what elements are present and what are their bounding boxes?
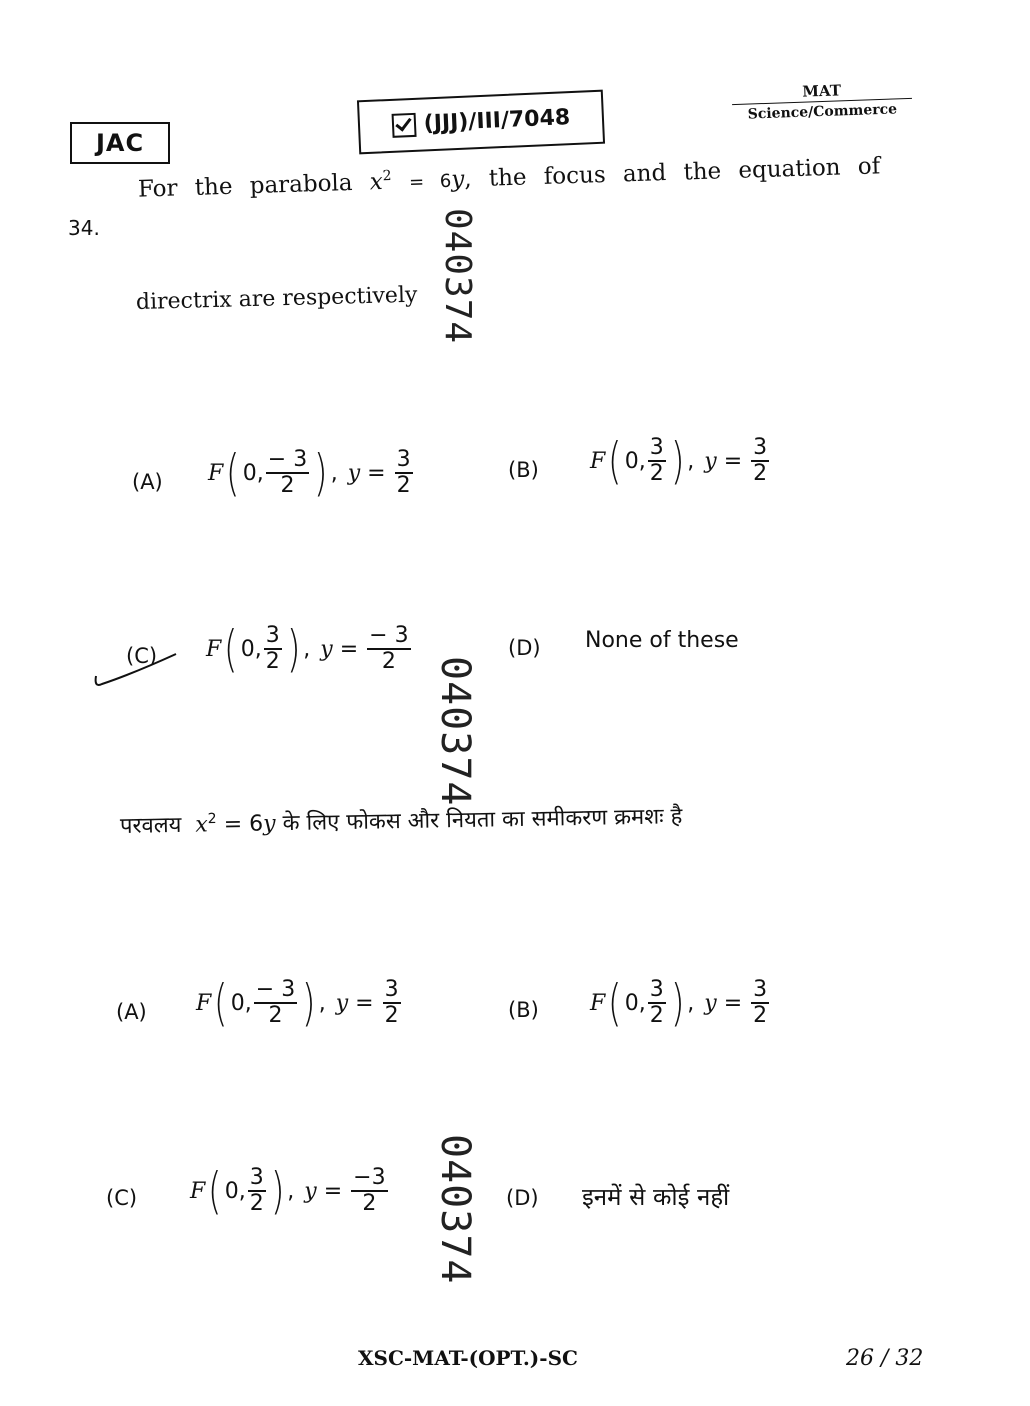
fraction [395, 449, 413, 497]
focus-symbol: F [206, 636, 222, 662]
paren-open: ( [208, 1162, 222, 1220]
fraction-num: − 3 [369, 623, 409, 648]
directrix-var: y [704, 448, 717, 474]
equation-exponent: 2 [382, 168, 392, 185]
serial-stamp-2: 040374 [432, 656, 478, 807]
question-suffix: , the focus and the equation of [463, 153, 881, 193]
fraction-num: −3 [353, 1165, 386, 1190]
equation-eq: = 6 [223, 811, 264, 838]
focus-symbol: F [208, 460, 224, 486]
directrix-var: y [304, 1178, 317, 1204]
fraction-den: 2 [265, 649, 280, 674]
fraction [351, 1167, 387, 1215]
paren-close: ) [314, 444, 328, 502]
paren-open: ( [226, 444, 240, 502]
option-d-label: (D) [508, 636, 541, 660]
fraction [751, 437, 769, 485]
paren-open: ( [214, 974, 228, 1032]
paren-close: ) [670, 974, 685, 1032]
option-a-expression: F ( 0, $\frac{- 3}{2}$ ) , y = $\frac{3}{2}$ [208, 444, 411, 502]
hindi-suffix: के लिए फोकस और नियता का समीकरण क्रमशः है [282, 804, 683, 837]
fraction-den: 2 [396, 473, 411, 498]
option-c-label-hi: (C) [106, 1186, 138, 1210]
fraction-num: 3 [753, 977, 768, 1002]
fraction-num: 3 [396, 447, 411, 472]
paren-close: ) [286, 620, 301, 678]
fraction [266, 449, 309, 497]
directrix-var: y [347, 460, 361, 486]
question-prefix: For the parabola [137, 169, 353, 203]
equation-x: x [195, 812, 209, 838]
fraction-den: 2 [280, 473, 295, 498]
fraction [648, 979, 666, 1027]
fraction-num: 3 [249, 1165, 264, 1190]
paren-close: ) [670, 432, 685, 490]
equation-exponent: 2 [207, 810, 217, 828]
option-c-expression: F ( 0, $\frac{3}{2}$ ) , y = $\frac{- 3}{2}$ [206, 620, 409, 678]
fraction [248, 1167, 266, 1215]
fraction-den: 2 [649, 461, 664, 486]
option-a-label-hi: (A) [116, 1000, 147, 1024]
fraction-num: 3 [649, 977, 664, 1002]
hindi-prefix: परवलय [119, 812, 182, 839]
equation-y: y [450, 166, 465, 193]
footer-code: XSC-MAT-(OPT.)-SC [358, 1346, 578, 1370]
fraction-den: 2 [381, 649, 396, 674]
fraction-num: − 3 [267, 447, 308, 472]
option-c-label: (C) [126, 644, 158, 668]
fraction-den: 2 [753, 1003, 768, 1028]
fraction-den: 2 [753, 461, 768, 486]
option-b-label-hi: (B) [508, 998, 539, 1022]
fraction [264, 625, 282, 673]
option-b-label: (B) [508, 458, 539, 482]
fraction [367, 625, 410, 673]
option-d-text: None of these [585, 628, 739, 653]
option-c-expression-hi: F ( 0, $\frac{3}{2}$ ) , y = $\frac{-3}{2}$ [190, 1162, 386, 1220]
paren-open: ( [608, 432, 622, 490]
fraction-num: 3 [753, 435, 768, 460]
subject-title: MAT [802, 81, 842, 101]
page-number: 26 / 32 [846, 1346, 924, 1371]
paren-close: ) [302, 974, 316, 1032]
paren-close: ) [270, 1162, 285, 1220]
option-a-label: (A) [132, 470, 163, 494]
option-b-expression: F ( 0, $\frac{3}{2}$ ) , y = $\frac{3}{2}$ [590, 432, 768, 490]
paren-open: ( [224, 620, 238, 678]
fraction-den: 2 [384, 1003, 399, 1028]
subject-block [731, 79, 912, 123]
question-hindi [120, 800, 683, 840]
fraction-num: 3 [384, 977, 399, 1002]
subject-stream: Science/Commerce [747, 101, 898, 123]
fraction-num: − 3 [255, 977, 296, 1002]
fraction-num: 3 [649, 435, 664, 460]
equation-eq: = 6 [408, 170, 452, 194]
fraction-num: 3 [265, 623, 280, 648]
option-b-expression-hi: F ( 0, $\frac{3}{2}$ ) , y = $\frac{3}{2}$ [590, 974, 768, 1032]
option-d-label-hi: (D) [506, 1186, 539, 1210]
serial-stamp-3: 040374 [432, 1134, 478, 1285]
checkbox-icon [391, 113, 416, 138]
directrix-var: y [704, 990, 717, 1016]
serial-stamp-1: 040374 [437, 208, 478, 345]
option-a-expression-hi: F ( 0, $\frac{- 3}{2}$ ) , y = $\frac{3}{2}$ [196, 974, 399, 1032]
fraction-den: 2 [268, 1003, 283, 1028]
question-line-1 [138, 151, 938, 203]
paren-open: ( [608, 974, 622, 1032]
focus-symbol: F [196, 990, 212, 1016]
paper-code: (JJJ)/III/7048 [423, 105, 571, 137]
equation-x: x [369, 168, 384, 196]
directrix-var: y [335, 990, 349, 1016]
focus-symbol: F [190, 1178, 206, 1204]
option-d-text-hi: इनमें से कोई नहीं [582, 1183, 730, 1211]
focus-symbol: F [590, 990, 606, 1016]
fraction-den: 2 [362, 1191, 377, 1216]
fraction [751, 979, 769, 1027]
question-line-2: directrix are respectively [135, 282, 418, 315]
directrix-var: y [320, 636, 333, 662]
fraction-den: 2 [649, 1003, 664, 1028]
fraction [648, 437, 666, 485]
board-label: JAC [70, 122, 170, 164]
paper-code-box [357, 90, 605, 155]
focus-symbol: F [590, 448, 606, 474]
equation-y: y [262, 811, 276, 837]
fraction [383, 979, 401, 1027]
fraction-den: 2 [249, 1191, 264, 1216]
fraction [254, 979, 297, 1027]
question-number: 34. [68, 216, 100, 240]
